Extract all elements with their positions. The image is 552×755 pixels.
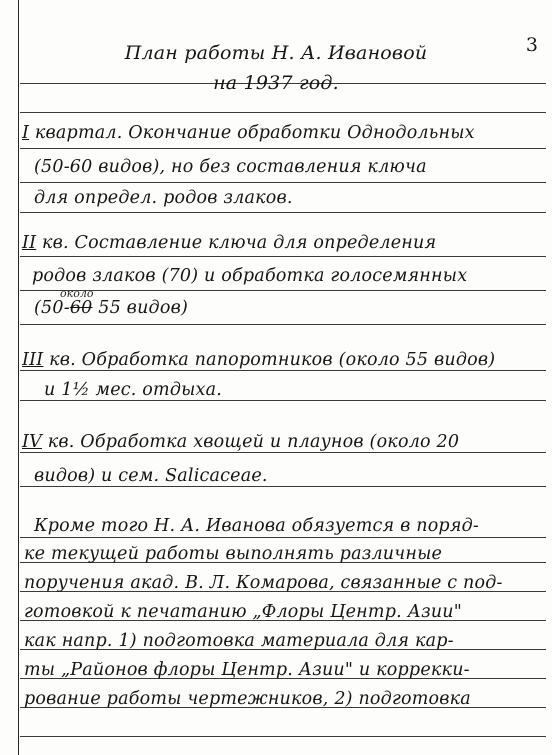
ruled-line: [20, 486, 546, 487]
quarter-1-text-line-2: (50-60 видов), но без составления ключа: [34, 157, 427, 177]
ruled-line: [20, 256, 546, 257]
paragraph-line: ке текущей работы выполнять различные: [24, 544, 443, 564]
quarter-2-line-3-end: 55 видов): [98, 298, 188, 318]
paragraph-line: рование работы чертежников, 2) подготовка: [24, 689, 471, 709]
quarter-4-text-line-1: кв. Обработка хвощей и плаунов (около 20: [47, 432, 460, 452]
quarter-3-numeral: III: [22, 350, 44, 370]
ruled-line: [20, 452, 546, 453]
paragraph-line: ты „Районов флоры Центр. Азии" и коррекки-: [24, 660, 470, 680]
document-title-line-1: План работы Н. А. Ивановой: [124, 42, 428, 64]
paragraph-line: как напр. 1) подготовка материала для кар-: [24, 631, 454, 651]
quarter-1-text-line-1: квартал. Окончание обработки Однодольных: [34, 123, 475, 143]
page-number: 3: [525, 34, 538, 56]
quarter-3-heading: [22, 350, 495, 370]
ruled-line: [20, 324, 546, 325]
quarter-2-insert-note: около: [60, 287, 94, 300]
quarter-2-line-3-open: (50-: [34, 298, 70, 318]
ruled-line: [20, 212, 546, 213]
quarter-2-text-line-1: кв. Составление ключа для определения: [42, 233, 437, 253]
quarter-4-heading: [22, 432, 459, 452]
ruled-line: [20, 182, 546, 183]
ruled-line: [20, 112, 546, 113]
quarter-1-heading: [22, 123, 475, 143]
quarter-3-text-line-1: кв. Обработка папоротников (около 55 видов): [49, 350, 496, 370]
ruled-line: [20, 400, 546, 401]
quarter-2-numeral: II: [22, 233, 37, 253]
ruled-line: [20, 290, 546, 291]
document-title-line-2: на 1937 год.: [213, 72, 339, 94]
ruled-line: [20, 537, 546, 538]
quarter-1-numeral: I: [22, 123, 30, 143]
quarter-2-line-3-struck: 60: [69, 298, 93, 318]
quarter-1-text-line-3: для определ. родов злаков.: [34, 188, 293, 208]
quarter-4-numeral: IV: [22, 432, 42, 452]
quarter-2-text-line-3: [34, 298, 188, 318]
left-margin-line: [18, 0, 19, 755]
ruled-line: [20, 370, 546, 371]
paragraph-line: готовкой к печатанию „Флоры Центр. Азии": [24, 602, 463, 622]
quarter-3-text-line-2: и 1½ мес. отдыха.: [44, 380, 223, 400]
paragraph-line: Кроме того Н. А. Иванова обязуется в поряд-: [34, 516, 480, 536]
quarter-2-text-line-2: родов злаков (70) и обработка голосемянных: [32, 266, 468, 286]
ruled-line: [20, 736, 546, 737]
quarter-2-heading: [22, 233, 436, 253]
paragraph-line: поручения акад. В. Л. Комарова, связанные с под-: [24, 573, 503, 593]
ruled-line: [20, 148, 546, 149]
quarter-4-text-line-2: видов) и сем. Salicaceae.: [34, 466, 268, 486]
